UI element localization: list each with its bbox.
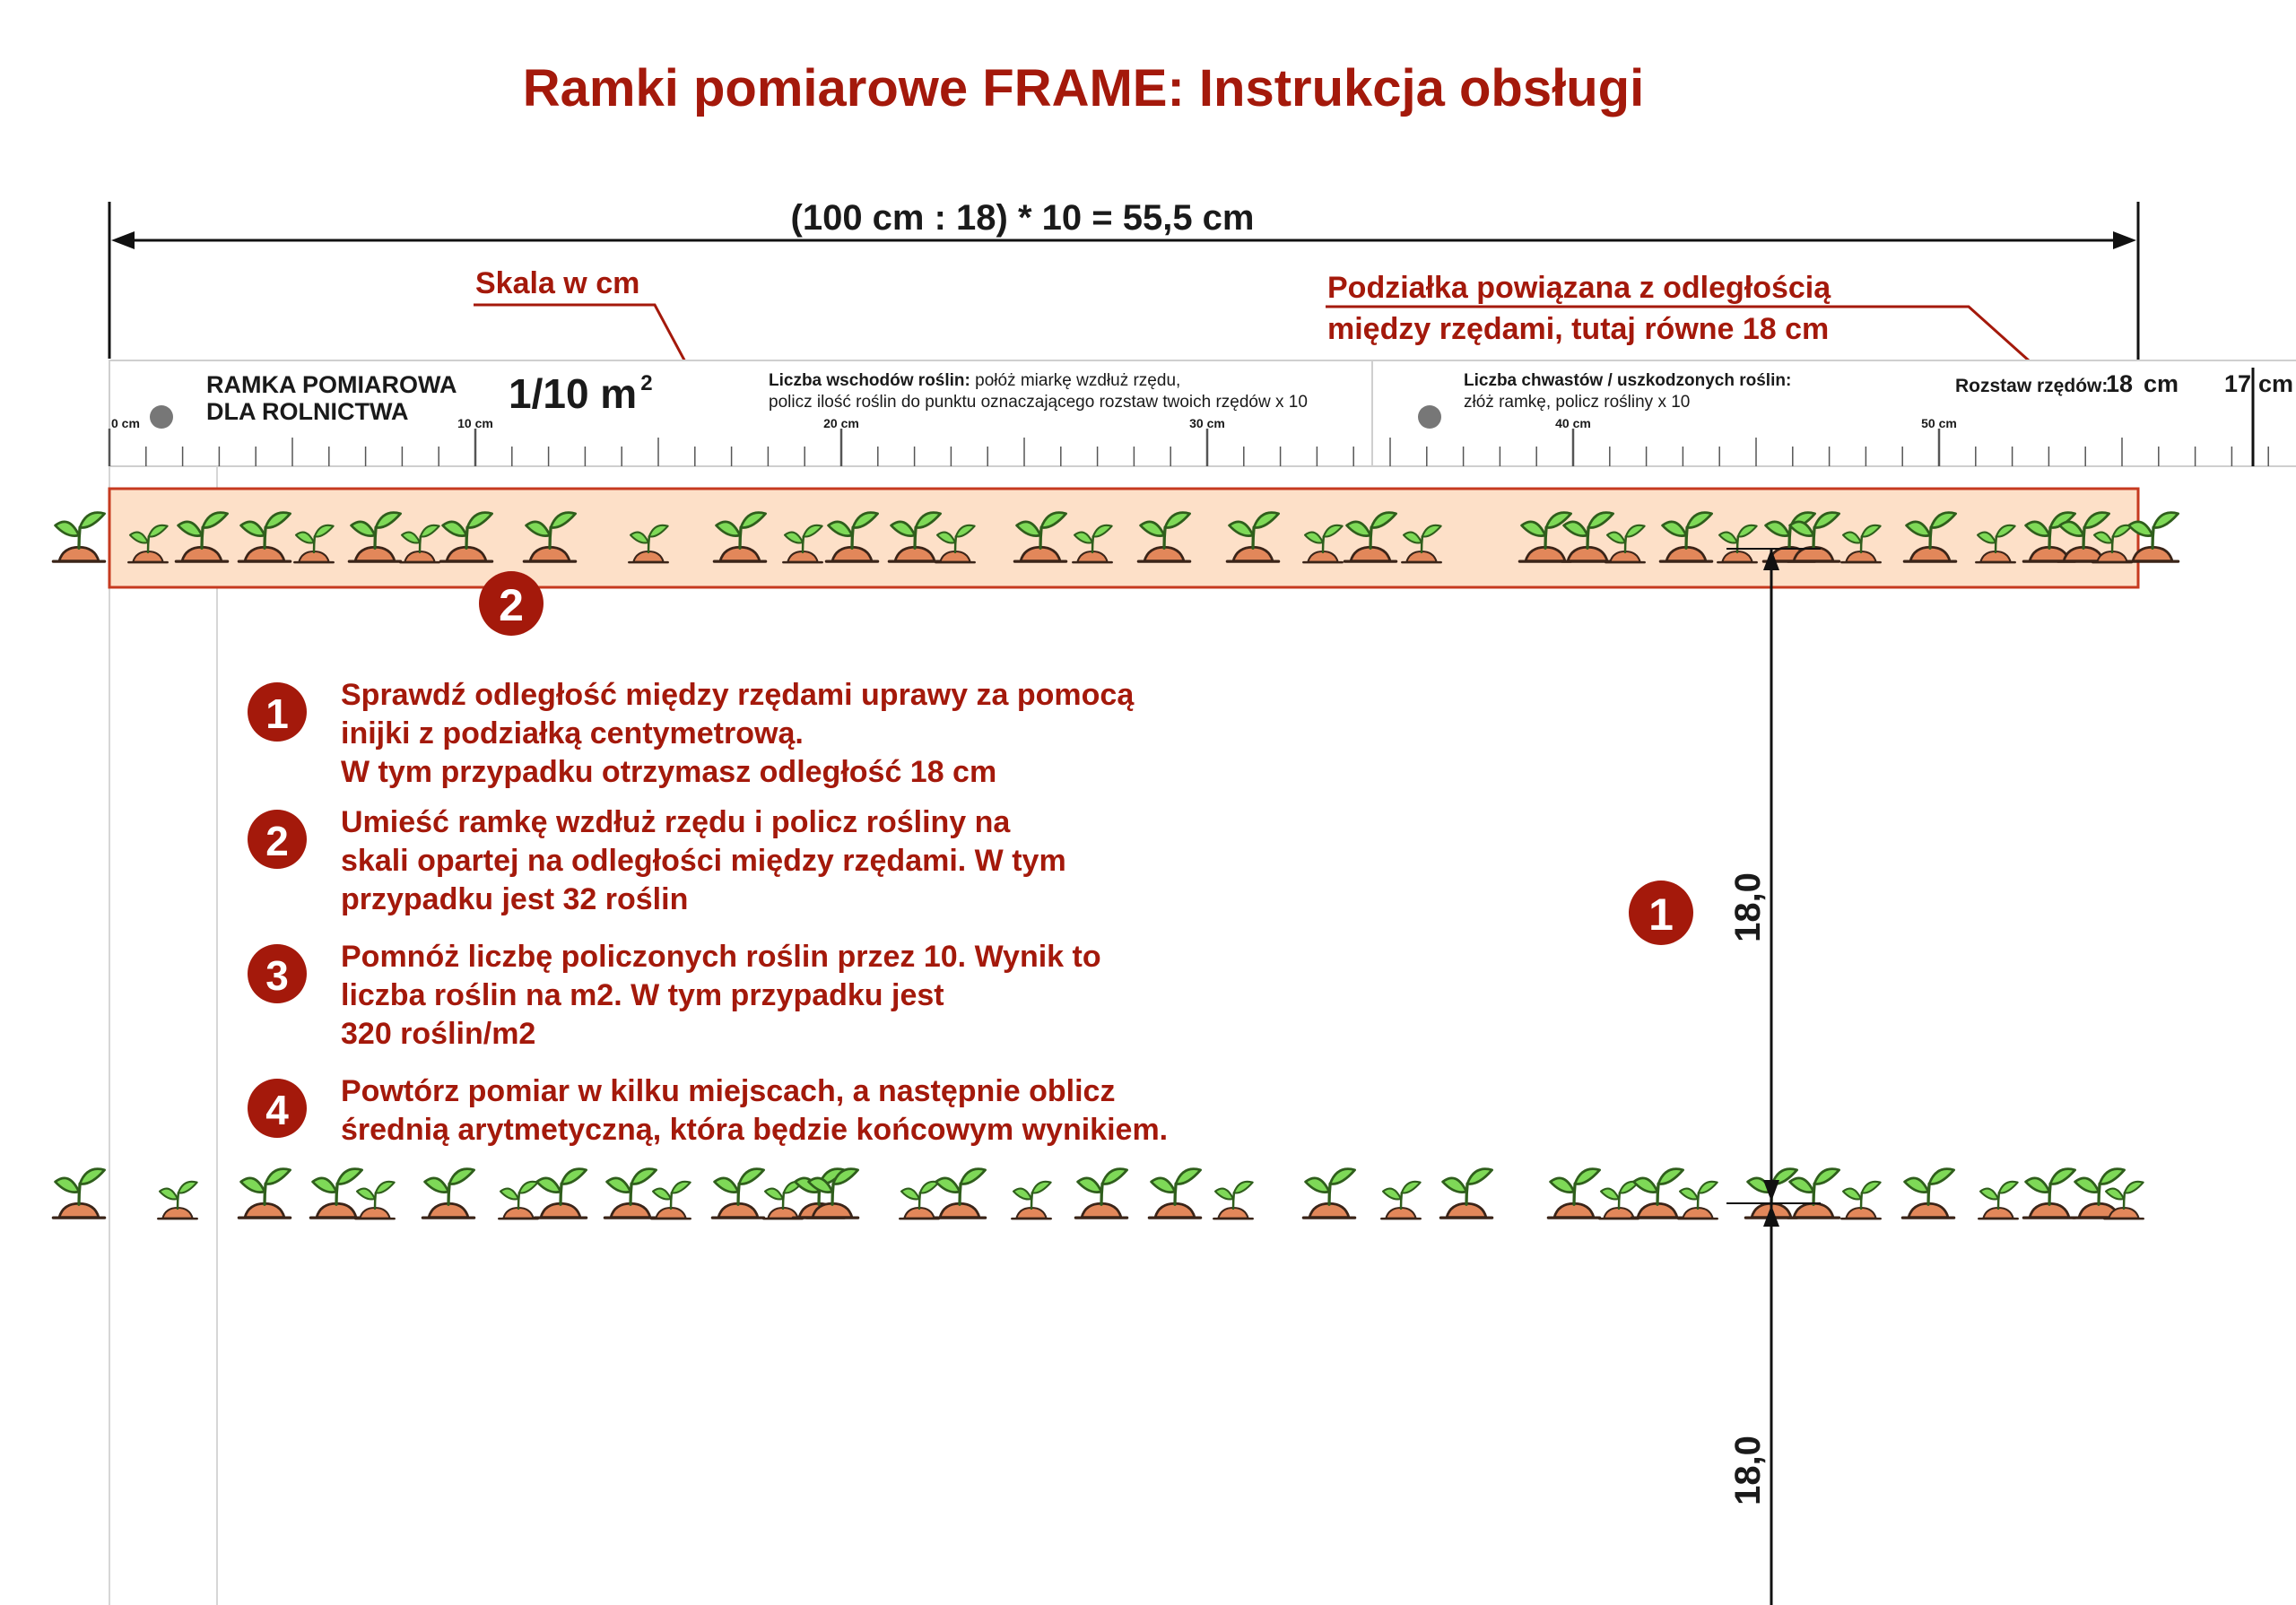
row-spacing-dimension bbox=[1629, 549, 1821, 1605]
seedling-icon bbox=[53, 513, 104, 561]
seedling-icon bbox=[2023, 1169, 2074, 1218]
ruler-cm-label: 50 cm bbox=[1921, 416, 1957, 430]
step-text-line: 320 roślin/m2 bbox=[341, 1017, 536, 1051]
seedling-icon bbox=[934, 1169, 985, 1218]
instruction-step bbox=[248, 805, 1066, 916]
seedling-icon bbox=[712, 1169, 763, 1218]
step-text-line: Powtórz pomiar w kilku miejscach, a następnie oblicz bbox=[341, 1074, 1116, 1108]
seedling-icon bbox=[53, 1169, 104, 1218]
seedling-icon bbox=[1841, 1182, 1880, 1219]
width-formula: (100 cm : 18) * 10 = 55,5 cm bbox=[790, 198, 1255, 238]
ruler-cm-label: 20 cm bbox=[823, 416, 859, 430]
right-arrow-icon bbox=[2113, 231, 2136, 249]
step-text-line: liczba roślin na m2. W tym przypadku jest bbox=[341, 978, 944, 1012]
seedling-icon bbox=[1213, 1182, 1252, 1219]
seedling-icon bbox=[1548, 1169, 1599, 1218]
ruler-cm-label: 40 cm bbox=[1555, 416, 1591, 430]
ruler-area-label: 1/10 m $^2$ bbox=[509, 370, 653, 417]
seedling-icon bbox=[422, 1169, 474, 1218]
frame-step-badge-number: 2 bbox=[499, 580, 524, 630]
seedling-icon bbox=[1440, 1169, 1492, 1218]
step-text-line: W tym przypadku otrzymasz odległość 18 cm bbox=[341, 755, 997, 789]
left-arrow-icon bbox=[111, 231, 135, 249]
emergence-instruction-line2: policz ilość roślin do punktu oznaczającego rozstaw twoich rzędów x 10 bbox=[769, 393, 1308, 412]
seedling-row-bottom bbox=[53, 1169, 2143, 1219]
seedling-icon bbox=[1631, 1169, 1683, 1218]
step-text-line: Umieść ramkę wzdłuż rzędu i policz rośliny na bbox=[341, 805, 1011, 839]
step-text-line: inijki z podziałką centymetrową. bbox=[341, 716, 804, 750]
row-spacing-callout-line2: między rzędami, tutaj równe 18 cm bbox=[1327, 312, 1830, 346]
row-spacing-18: 18 bbox=[2106, 370, 2134, 397]
seedling-icon bbox=[310, 1169, 361, 1218]
step-text-line: skali opartej na odległości między rzędami. W tym bbox=[341, 844, 1066, 878]
seedling-icon bbox=[651, 1182, 690, 1219]
step-text-line: Sprawdź odległość między rzędami uprawy za pomocą bbox=[341, 678, 1135, 712]
row-spacing-value-lower: 18,0 bbox=[1728, 1436, 1768, 1505]
row-spacing-18-unit: cm bbox=[2144, 370, 2179, 397]
step-badge-number: 2 bbox=[265, 818, 289, 864]
seedling-icon bbox=[1678, 1182, 1717, 1219]
step-badge-number: 1 bbox=[265, 690, 289, 737]
emergence-instruction-line1: Liczba wschodów roślin: połóż miarkę wzdłuż rzędu, bbox=[769, 371, 1181, 390]
ruler-name-line2: DLA ROLNICTWA bbox=[206, 398, 409, 425]
row-spacing-17: 17 bbox=[2224, 370, 2252, 397]
ruler-hole-icon bbox=[1418, 405, 1441, 429]
row-spacing-callout-line1: Podziałka powiązana z odległością bbox=[1327, 271, 1831, 305]
instruction-step bbox=[248, 678, 1135, 789]
spacing-step-badge-number: 1 bbox=[1648, 889, 1674, 940]
step-badge-number: 4 bbox=[265, 1087, 289, 1133]
row-spacing-17-unit: cm bbox=[2258, 370, 2294, 397]
seedling-icon bbox=[604, 1169, 656, 1218]
seedling-icon bbox=[1149, 1169, 1200, 1218]
seedling-icon bbox=[158, 1182, 196, 1219]
seedling-icon bbox=[763, 1182, 802, 1219]
ruler-cm-label: 0 cm bbox=[111, 416, 140, 430]
weeds-instruction-line2: złóż ramkę, policz rośliny x 10 bbox=[1464, 393, 1691, 412]
ruler-name-line1: RAMKA POMIAROWA bbox=[206, 371, 457, 398]
row-spacing-label: Rozstaw rzędów: bbox=[1955, 376, 2109, 396]
ruler-cm-label: 10 cm bbox=[457, 416, 493, 430]
seedling-icon bbox=[239, 1169, 290, 1218]
step-text-line: średnią arytmetyczną, która będzie końcowym wynikiem. bbox=[341, 1113, 1169, 1147]
row-spacing-value-upper: 18,0 bbox=[1728, 872, 1768, 942]
step-text-line: przypadku jest 32 roślin bbox=[341, 882, 689, 916]
step-badge-number: 3 bbox=[265, 952, 289, 999]
ruler-cm-label: 30 cm bbox=[1189, 416, 1225, 430]
scale-callout-label: Skala w cm bbox=[475, 266, 640, 300]
seedling-icon bbox=[355, 1182, 394, 1219]
seedling-icon bbox=[1381, 1182, 1420, 1219]
seedling-icon bbox=[1303, 1169, 1354, 1218]
seedling-icon bbox=[1902, 1169, 1953, 1218]
seedling-icon bbox=[1787, 1169, 1839, 1218]
ruler-hole-icon bbox=[150, 405, 173, 429]
instruction-step bbox=[248, 940, 1101, 1051]
instruction-step bbox=[248, 1074, 1168, 1147]
seedling-icon bbox=[1075, 1169, 1126, 1218]
seedling-icon bbox=[499, 1182, 537, 1219]
seedling-icon bbox=[2104, 1182, 2143, 1219]
page-title: Ramki pomiarowe FRAME: Instrukcja obsługi bbox=[522, 59, 1645, 117]
seedling-icon bbox=[900, 1182, 938, 1219]
seedling-icon bbox=[535, 1169, 586, 1218]
step-text-line: Pomnóż liczbę policzonych roślin przez 10. Wynik to bbox=[341, 940, 1101, 974]
weeds-instruction-line1: Liczba chwastów / uszkodzonych roślin: bbox=[1464, 371, 1792, 390]
seedling-icon bbox=[1012, 1182, 1050, 1219]
measuring-ruler bbox=[109, 360, 2296, 466]
instruction-steps bbox=[248, 678, 1168, 1147]
seedling-icon bbox=[1979, 1182, 2017, 1219]
seedling-icon bbox=[1599, 1182, 1638, 1219]
frame-step-badge bbox=[479, 571, 544, 636]
